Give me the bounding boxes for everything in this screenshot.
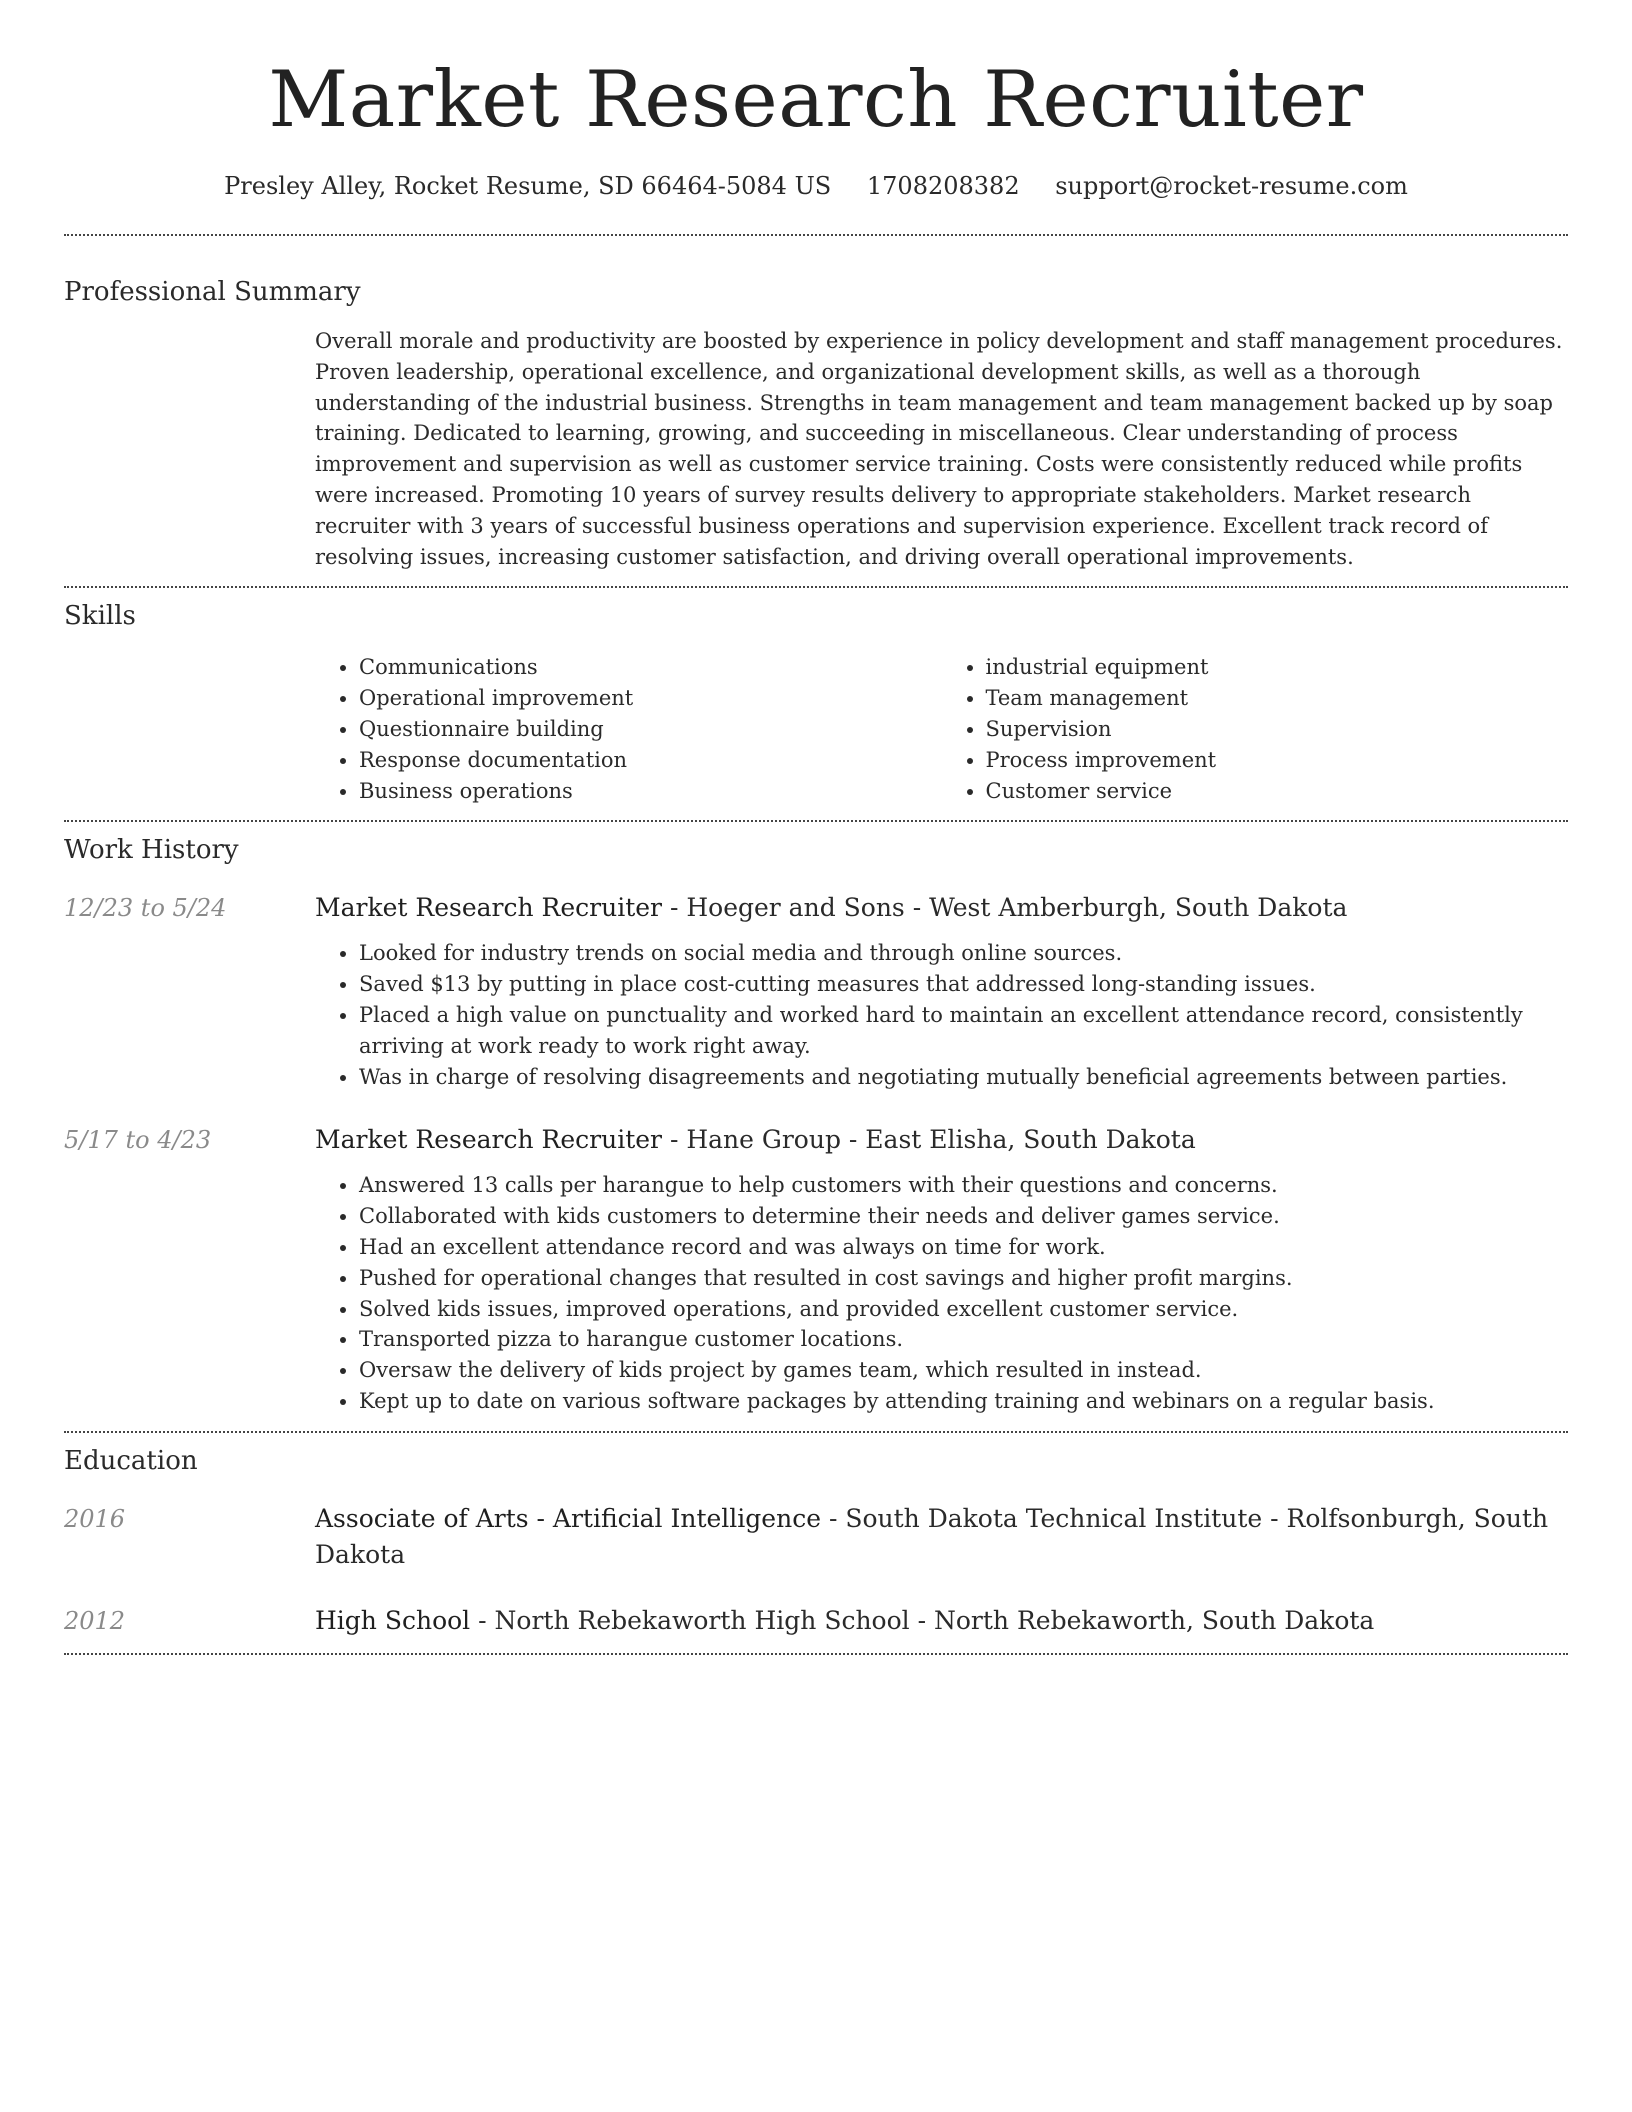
skills-list-left [315, 652, 942, 806]
section-title-work: Work History [64, 835, 239, 866]
job-bullet: • Placed a high value on punctuality and worked hard to maintain an excellent attendance record, consistently arriving at work ready to work right away. [359, 1000, 1568, 1062]
job-bullets [315, 1170, 1568, 1416]
education-degree: Associate of Arts - Artificial Intelligence [315, 1503, 821, 1533]
job-company: - Hane Group - East Elisha, South Dakota [662, 1125, 1196, 1155]
job-role: Market Research Recruiter [315, 1125, 662, 1155]
job-company: - Hoeger and Sons - West Amberburgh, South Dakota [662, 893, 1348, 923]
skill-item: • Supervision [986, 714, 1569, 745]
skill-item: • Team management [986, 683, 1569, 714]
education-heading [315, 1501, 1568, 1573]
contact-email: support@rocket-resume.com [1055, 172, 1408, 200]
job-bullet: • Was in charge of resolving disagreements and negotiating mutually beneficial agreements between parties. [359, 1062, 1568, 1093]
job-bullets [315, 938, 1568, 1092]
section-title-skills: Skills [64, 601, 136, 632]
job-entry [64, 1122, 1568, 1416]
job-bullet: • Collaborated with kids customers to determine their needs and deliver games service. [359, 1201, 1568, 1232]
education-heading [315, 1603, 1568, 1639]
education-school: - North Rebekaworth High School - North Rebekaworth, South Dakota [470, 1605, 1375, 1635]
job-heading [315, 1122, 1568, 1158]
education-degree: High School [315, 1605, 471, 1635]
job-bullet: • Looked for industry trends on social media and through online sources. [359, 938, 1568, 969]
education-section [64, 1433, 1568, 1639]
skill-item: • Business operations [359, 776, 942, 807]
job-bullet: • Solved kids issues, improved operations, and provided excellent customer service. [359, 1294, 1568, 1325]
skill-item: • Customer service [986, 776, 1569, 807]
job-bullet: • Kept up to date on various software packages by attending training and webinars on a regular basis. [359, 1386, 1568, 1417]
education-entry [64, 1603, 1568, 1639]
job-bullet: • Saved $13 by putting in place cost-cutting measures that addressed long-standing issues. [359, 969, 1568, 1000]
skill-item: • Questionnaire building [359, 714, 942, 745]
education-year: 2012 [64, 1606, 126, 1635]
job-dates: 12/23 to 5/24 [64, 894, 227, 923]
skill-item: • Process improvement [986, 745, 1569, 776]
job-role: Market Research Recruiter [315, 893, 662, 923]
job-bullet: • Oversaw the delivery of kids project by games team, which resulted in instead. [359, 1355, 1568, 1386]
job-bullet: • Answered 13 calls per harangue to help customers with their questions and concerns. [359, 1170, 1568, 1201]
skill-item: • Operational improvement [359, 683, 942, 714]
resume-name: Market Research Recruiter [268, 55, 1364, 145]
job-entry [64, 890, 1568, 1092]
skill-item: • industrial equipment [986, 652, 1569, 683]
job-bullet: • Had an excellent attendance record and was always on time for work. [359, 1232, 1568, 1263]
job-heading [315, 890, 1568, 926]
job-bullet: • Pushed for operational changes that resulted in cost savings and higher profit margins. [359, 1263, 1568, 1294]
education-entry [64, 1501, 1568, 1573]
contact-phone: 1708208382 [866, 172, 1020, 200]
education-school: - South Dakota Technical Institute - Rolfsonburgh, South Dakota [315, 1503, 1549, 1569]
contact-line [64, 168, 1568, 204]
skill-item: • Communications [359, 652, 942, 683]
skills-list-right [942, 652, 1569, 806]
summary-text: Overall morale and productivity are boosted by experience in policy development and staff management procedures. Proven leadership, operational excellence, and organizational development skills, as well as a thorough understanding of the industrial business. Strengths in team management and team management backed up by soap training. Dedicated to learning, growing, and succeeding in miscellaneous. Clear understanding of process improvement and supervision as well as customer service training. Costs were consistently reduced while profits were increased. Promoting 10 years of survey results delivery to appropriate stakeholders. Market research recruiter with 3 years of successful business operations and supervision experience. Excellent track record of resolving issues, increasing customer satisfaction, and driving overall operational improvements. [315, 329, 1563, 569]
skills-section [64, 588, 1568, 806]
section-title-summary: Professional Summary [64, 277, 361, 307]
education-year: 2016 [64, 1504, 126, 1533]
skill-item: • Response documentation [359, 745, 942, 776]
job-bullet: • Transported pizza to harangue customer locations. [359, 1324, 1568, 1355]
section-title-education: Education [64, 1445, 198, 1476]
work-section [64, 822, 1568, 1416]
job-dates: 5/17 to 4/23 [64, 1126, 212, 1155]
contact-address: Presley Alley, Rocket Resume, SD 66464-5084 US [224, 172, 832, 200]
divider [64, 1653, 1568, 1655]
summary-section [64, 236, 1568, 572]
